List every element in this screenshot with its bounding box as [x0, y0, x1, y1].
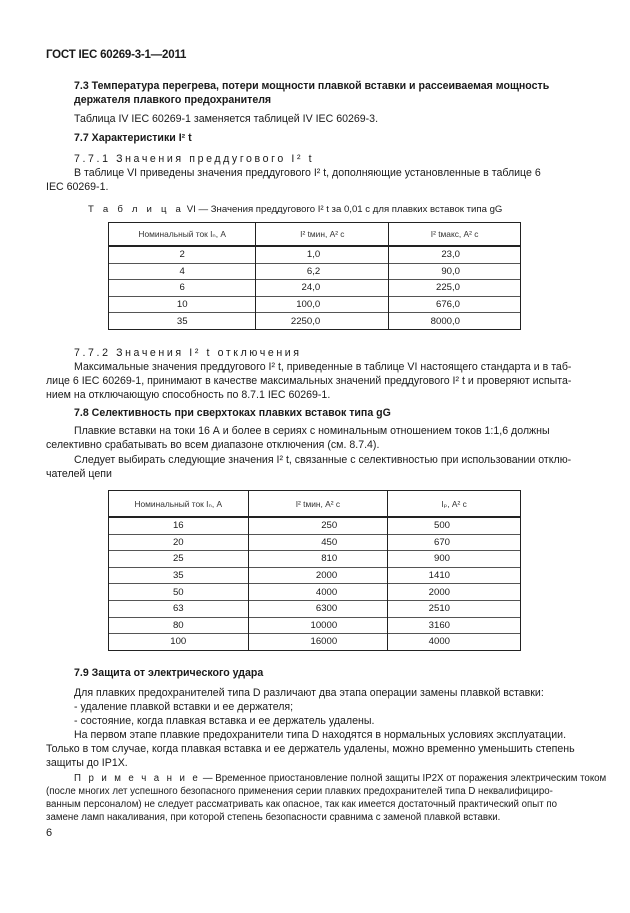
section-7-8-title: 7.8 Селективность при сверхтоках плавких вставок типа gG: [74, 407, 391, 419]
table-cell: 250: [248, 517, 388, 534]
table-cell: 676,0: [389, 296, 521, 313]
section-7-9-line5: Только в том случае, когда плавкая вставка и ее держатель удалены, можно временно уменьшить степень: [46, 743, 575, 755]
table-vi: [108, 222, 521, 330]
section-7-9-line2: - удаление плавкой вставки и ее держателя;: [74, 701, 294, 713]
table-cell: 900: [388, 551, 521, 568]
table-header-cell: I² tмин, А² с: [256, 223, 389, 247]
table-cell: 100,0: [256, 296, 389, 313]
table-row: [109, 634, 521, 651]
table-cell: 2: [109, 246, 256, 263]
section-7-8-p1-line2: селективно срабатывать во всем диапазоне отключения (см. 8.7.4).: [46, 439, 380, 451]
section-7-7-2-title: 7.7.2 Значения I² t отключения: [74, 347, 302, 359]
table-cell: 16000: [248, 634, 388, 651]
table-header-row: [109, 491, 521, 518]
section-7-8-p1-line1: Плавкие вставки на токи 16 А и более в сериях с номинальным отношением токов 1:1,6 должны: [74, 425, 550, 437]
section-7-3-text: Таблица IV IEC 60269-1 заменяется таблицей IV IEC 60269-3.: [74, 113, 379, 125]
table-cell: 670: [388, 534, 521, 551]
section-7-7-1-title: 7.7.1 Значения преддугового I² t: [74, 153, 315, 165]
table-vi-caption-text: VI — Значения преддугового I² t за 0,01 с для плавких вставок типа gG: [186, 204, 503, 215]
table-row: [109, 584, 521, 601]
table-row: [109, 567, 521, 584]
table-cell: 100: [109, 634, 249, 651]
note-line3: ванным персоналом) не следует рассматривать как опасное, так как имеется достаточный практический опыт по: [46, 799, 558, 810]
document-header: ГОСТ IEC 60269-3-1—2011: [46, 49, 187, 61]
table-cell: 6,2: [256, 263, 389, 280]
table-cell: 35: [109, 567, 249, 584]
table-row: [109, 246, 521, 263]
section-7-9-title: 7.9 Защита от электрического удара: [74, 667, 264, 679]
table-cell: 1,0: [256, 246, 389, 263]
table-row: [109, 534, 521, 551]
section-7-9-line4: На первом этапе плавкие предохранители типа D находятся в нормальных условиях эксплуатации.: [74, 729, 567, 741]
table-cell: 2250,0: [256, 313, 389, 330]
note-line1: [74, 772, 606, 785]
table-cell: 16: [109, 517, 249, 534]
table-row: [109, 617, 521, 634]
selectivity-table: [108, 490, 521, 651]
page-number: 6: [46, 827, 53, 839]
table-row: [109, 280, 521, 297]
table-cell: 35: [109, 313, 256, 330]
table-cell: 4000: [388, 634, 521, 651]
note-text-1: — Временное приостановление полной защиты IP2X от поражения электрическим током: [202, 773, 607, 784]
section-7-9-line1: Для плавких предохранителей типа D различают два этапа операции замены плавкой вставки:: [74, 687, 544, 699]
table-cell: 1410: [388, 567, 521, 584]
table-cell: 6300: [248, 600, 388, 617]
table-header-cell: Номинальный ток Iₙ, А: [109, 223, 256, 247]
table-header-cell: Iₚ, А² с: [388, 491, 521, 518]
table-cell: 63: [109, 600, 249, 617]
section-7-7-2-line3: нием на отключающую способность по 8.7.1 IEC 60269-1.: [46, 389, 331, 401]
section-7-7-1-line2: IEC 60269-1.: [46, 181, 109, 193]
table-vi-caption-prefix: Т а б л и ц а: [88, 204, 185, 215]
section-7-8-p2-line2: чателей цепи: [46, 468, 112, 480]
table-cell: 20: [109, 534, 249, 551]
table-cell: 25: [109, 551, 249, 568]
table-header-cell: I² tмин, А² с: [248, 491, 388, 518]
section-7-7-title: 7.7 Характеристики I² t: [74, 132, 192, 144]
table-cell: 2000: [248, 567, 388, 584]
section-7-3-title-line2: держателя плавкого предохранителя: [74, 94, 272, 106]
table-cell: 3160: [388, 617, 521, 634]
section-7-9-line6: защиты до IP1X.: [46, 757, 128, 769]
table-row: [109, 313, 521, 330]
section-7-7-1-line1: В таблице VI приведены значения преддугового I² t, дополняющие установленные в таблице 6: [74, 167, 541, 179]
table-cell: 2510: [388, 600, 521, 617]
table-row: [109, 517, 521, 534]
table-cell: 10: [109, 296, 256, 313]
table-header-cell: Номинальный ток Iₙ, А: [109, 491, 249, 518]
table-cell: 8000,0: [389, 313, 521, 330]
table-cell: 24,0: [256, 280, 389, 297]
table-cell: 225,0: [389, 280, 521, 297]
section-7-7-2-line1: Максимальные значения преддугового I² t, приведенные в таблице VI настоящего стандарта и в таб-: [74, 361, 572, 373]
note-label: П р и м е ч а н и е: [74, 773, 201, 784]
table-cell: 50: [109, 584, 249, 601]
table-cell: 2000: [388, 584, 521, 601]
table-cell: 6: [109, 280, 256, 297]
table-cell: 810: [248, 551, 388, 568]
note-line4: замене ламп накаливания, при которой степень безопасности сравнима с заменой плавкой вставки.: [46, 812, 501, 823]
table-cell: 23,0: [389, 246, 521, 263]
note-line2: (после многих лет успешного безопасного применения серии плавких предохранителей типа D неквалифициро-: [46, 786, 553, 797]
table-cell: 4: [109, 263, 256, 280]
table-cell: 80: [109, 617, 249, 634]
section-7-8-p2-line1: Следует выбирать следующие значения I² t, связанные с селективностью при использовании отклю-: [74, 454, 572, 466]
section-7-9-line3: - состояние, когда плавкая вставка и ее держатель удалены.: [74, 715, 375, 727]
section-7-3-title-line1: 7.3 Температура перегрева, потери мощности плавкой вставки и рассеиваемая мощность: [74, 80, 550, 92]
table-row: [109, 600, 521, 617]
table-row: [109, 551, 521, 568]
table-row: [109, 296, 521, 313]
table-header-row: [109, 223, 521, 247]
table-cell: 450: [248, 534, 388, 551]
table-vi-caption: [88, 204, 502, 215]
table-cell: 10000: [248, 617, 388, 634]
section-7-7-2-line2: лице 6 IEC 60269-1, принимают в качестве максимальных значений преддугового I² t и проверяют испыта-: [46, 375, 572, 387]
table-row: [109, 263, 521, 280]
table-cell: 90,0: [389, 263, 521, 280]
table-header-cell: I² tмакс, А² с: [389, 223, 521, 247]
table-cell: 500: [388, 517, 521, 534]
table-cell: 4000: [248, 584, 388, 601]
